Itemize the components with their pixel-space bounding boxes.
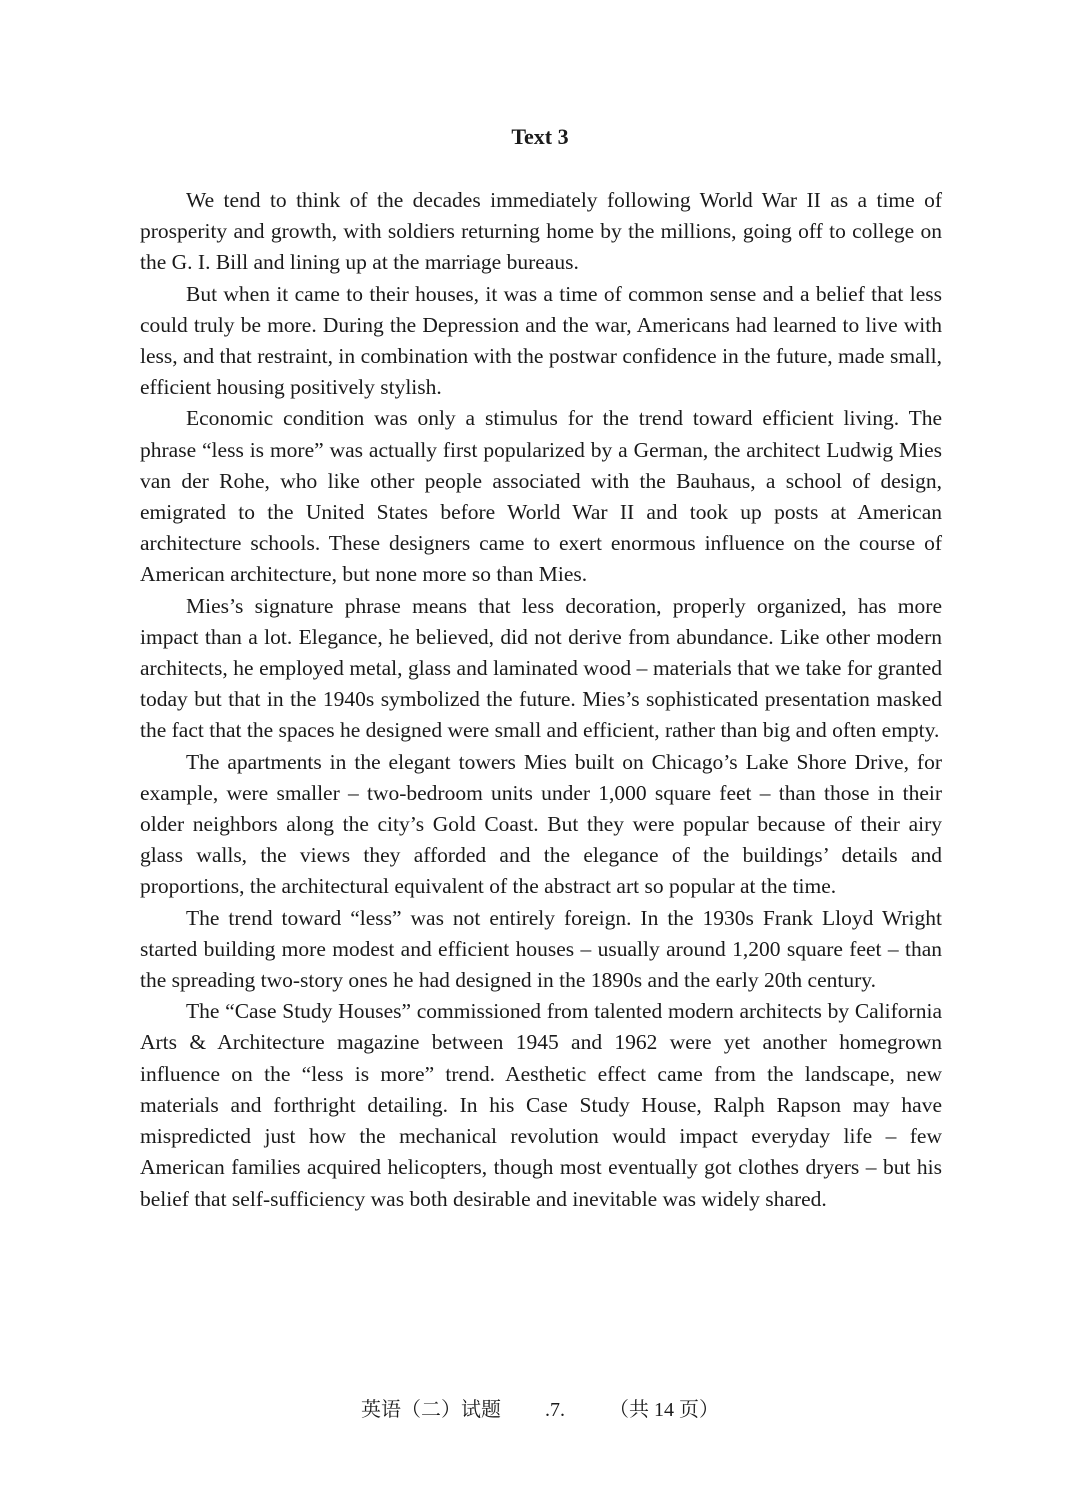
passage-title: Text 3 bbox=[511, 124, 569, 149]
paragraph-7: The “Case Study Houses” commissioned from talented modern architects by California Arts & Architecture magazine between 1945 and 1962 were yet another homegrown influence on the “less is more” trend. Aesthetic effect came from the landscape, new materials and forthright detailing. In his Case Study House, Ralph Rapson may have mispredicted just how the mechanical revolution would impact everyday life – few American families acquired helicopters, though most eventually got clothes dryers – but his belief that self-sufficiency was both desirable and inevitable was widely shared. bbox=[140, 999, 942, 1211]
page-footer bbox=[0, 1396, 1080, 1424]
page-number: .7. bbox=[545, 1399, 565, 1421]
passage-body bbox=[140, 185, 942, 1215]
total-pages: （共 14 页） bbox=[609, 1399, 719, 1421]
paragraph-3: Economic condition was only a stimulus for the trend toward efficient living. The phrase “less is more” was actually first popularized by a German, the architect Ludwig Mies van der Rohe, who like other people associated with the Bauhaus, a school of design, emigrated to the United States before World War II and took up posts at American architecture schools. These designers came to exert enormous influence on the course of American architecture, but none more so than Mies. bbox=[140, 406, 942, 587]
paragraph-2: But when it came to their houses, it was a time of common sense and a belief that less could truly be more. During the Depression and the war, Americans had learned to live with less, and that restraint, in combination with the postwar confidence in the future, made small, efficient housing positively stylish. bbox=[140, 281, 942, 400]
paragraph-6: The trend toward “less” was not entirely foreign. In the 1930s Frank Lloyd Wright started building more modest and efficient houses – usually around 1,200 square feet – than the spreading two-story ones he had designed in the 1890s and the early 20th century. bbox=[140, 905, 942, 993]
exam-label: 英语（二）试题 bbox=[361, 1399, 501, 1421]
paragraph-1: We tend to think of the decades immediately following World War II as a time of prosperity and growth, with soldiers returning home by the millions, going off to college on the G. I. Bill and lining up at the marriage bureaus. bbox=[140, 188, 942, 275]
paragraph-4: Mies’s signature phrase means that less decoration, properly organized, has more impact than a lot. Elegance, he believed, did not derive from abundance. Like other modern architects, he employed metal, glass and laminated wood – materials that we take for granted today but that in the 1940s symbolized the future. Mies’s sophisticated presentation masked the fact that the spaces he designed were small and efficient, rather than big and often empty. bbox=[140, 593, 942, 743]
paragraph-5: The apartments in the elegant towers Mies built on Chicago’s Lake Shore Drive, for example, were smaller – two-bedroom units under 1,000 square feet – than those in their older neighbors along the city’s Gold Coast. But they were popular because of their airy glass walls, the views they afforded and the elegance of the buildings’ details and proportions, the architectural equivalent of the abstract art so popular at the time. bbox=[140, 749, 942, 899]
